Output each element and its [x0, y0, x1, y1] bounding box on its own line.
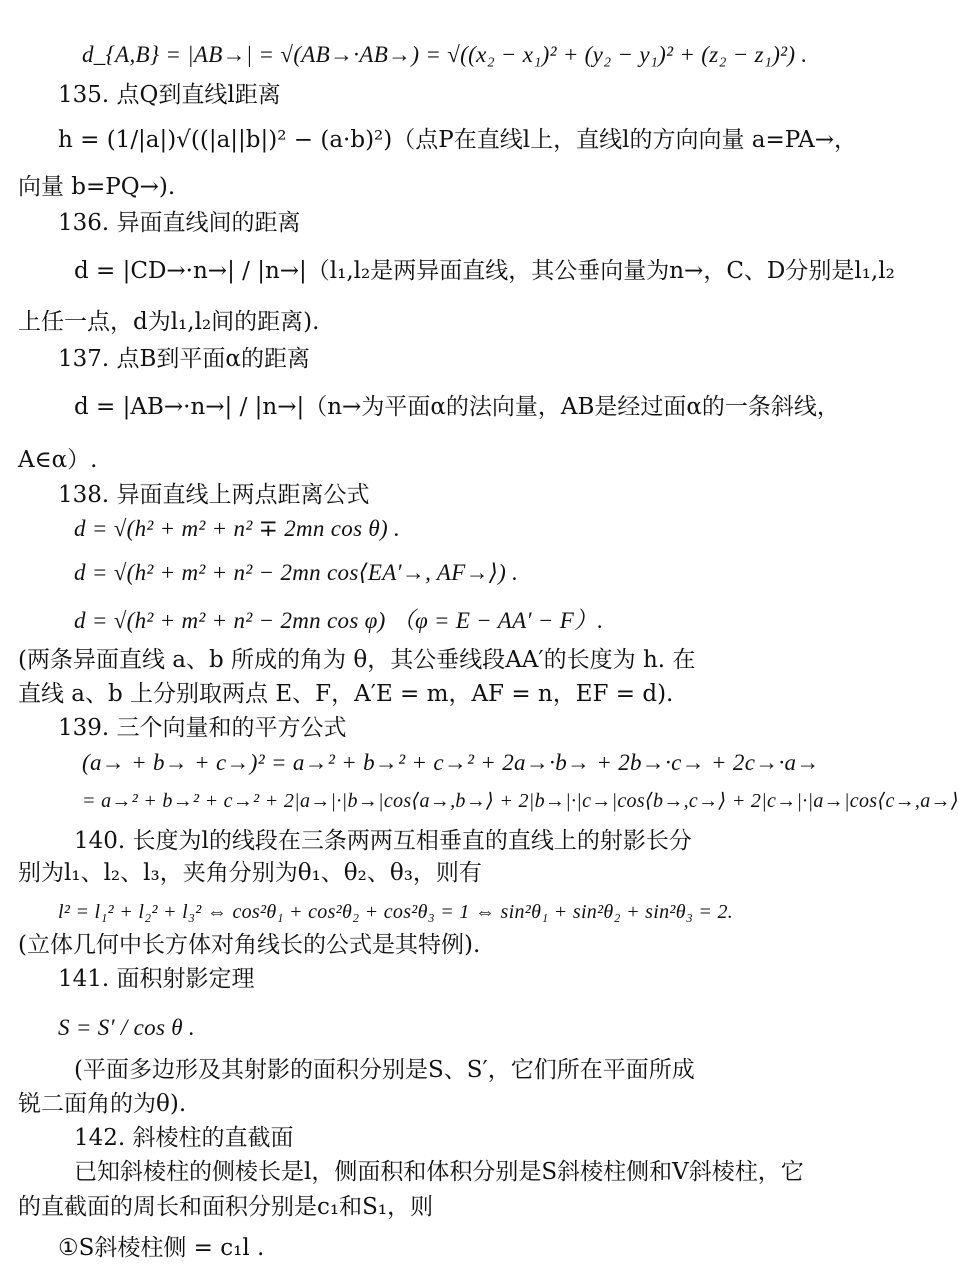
- line-26: (平面多边形及其射影的面积分别是S、S′，它们所在平面所成: [74, 1057, 695, 1083]
- line-20: 140. 长度为l的线段在三条两两互相垂直的直线上的射影长分: [74, 828, 692, 854]
- line-9: d = |AB→·n→| / |n→|（n→为平面α的法向量，AB是经过面α的一条斜线，: [74, 394, 840, 420]
- line-21: 别为l₁、l₂、l₃，夹角分别为θ₁、θ₂、θ₃，则有: [18, 860, 482, 886]
- line-2: 135. 点Q到直线l距离: [58, 82, 281, 108]
- line-17: 139. 三个向量和的平方公式: [58, 715, 347, 741]
- line-31: ①S斜棱柱侧 = c₁l .: [58, 1235, 265, 1261]
- line-24: 141. 面积射影定理: [58, 966, 255, 992]
- line-14: d = √(h² + m² + n² − 2mn cos φ) （φ = E − AA′ − F）.: [74, 608, 604, 633]
- line-8: 137. 点B到平面α的距离: [58, 346, 310, 372]
- line-15: (两条异面直线 a、b 所成的角为 θ，其公垂线段AA′的长度为 h. 在: [18, 647, 696, 673]
- line-25: S = S′ / cos θ .: [58, 1015, 195, 1040]
- line-3: h = (1/|a|)√((|a||b|)² − (a·b)²)（点P在直线l上，直线l的方向向量 a=PA→，: [58, 127, 857, 153]
- line-5: 136. 异面直线间的距离: [58, 210, 301, 236]
- line-18: (a→ + b→ + c→)² = a→² + b→² + c→² + 2a→·b→ + 2b→·c→ + 2c→·a→: [82, 750, 820, 775]
- line-1: d_{A,B} = |AB→| = √(AB→·AB→) = √((x₂ − x₁)² + (y₂ − y₁)² + (z₂ − z₁)²) .: [82, 42, 808, 67]
- line-23: (立体几何中长方体对角线长的公式是其特例).: [18, 932, 481, 958]
- line-11: 138. 异面直线上两点距离公式: [58, 482, 370, 508]
- line-27: 锐二面角的为θ).: [18, 1091, 187, 1117]
- line-22: l² = l₁² + l₂² + l₃² ⇔ cos²θ₁ + cos²θ₂ + cos²θ₃ = 1 ⇔ sin²θ₁ + sin²θ₂ + sin²θ₃ = 2.: [58, 901, 734, 923]
- line-30: 的直截面的周长和面积分别是c₁和S₁，则: [18, 1194, 434, 1220]
- line-19: = a→² + b→² + c→² + 2|a→|·|b→|cos⟨a→,b→⟩ + 2|b→|·|c→|cos⟨b→,c→⟩ + 2|c→|·|a→|cos⟨c→,a→⟩: [82, 790, 959, 812]
- line-12: d = √(h² + m² + n² ∓ 2mn cos θ) .: [74, 516, 401, 541]
- line-16: 直线 a、b 上分别取两点 E、F，A′E = m，AF = n，EF = d).: [18, 681, 674, 707]
- line-6: d = |CD→·n→| / |n→|（l₁,l₂是两异面直线，其公垂向量为n→，C、D分别是l₁,l₂: [74, 258, 895, 284]
- line-4: 向量 b=PQ→).: [18, 174, 176, 200]
- line-7: 上任一点，d为l₁,l₂间的距离).: [18, 309, 320, 335]
- line-28: 142. 斜棱柱的直截面: [74, 1125, 294, 1151]
- line-13: d = √(h² + m² + n² − 2mn cos⟨EA′→, AF→⟩) .: [74, 560, 519, 585]
- line-10: A∈α）.: [18, 447, 98, 473]
- line-29: 已知斜棱柱的侧棱长是l，侧面积和体积分别是S斜棱柱侧和V斜棱柱，它: [74, 1159, 804, 1185]
